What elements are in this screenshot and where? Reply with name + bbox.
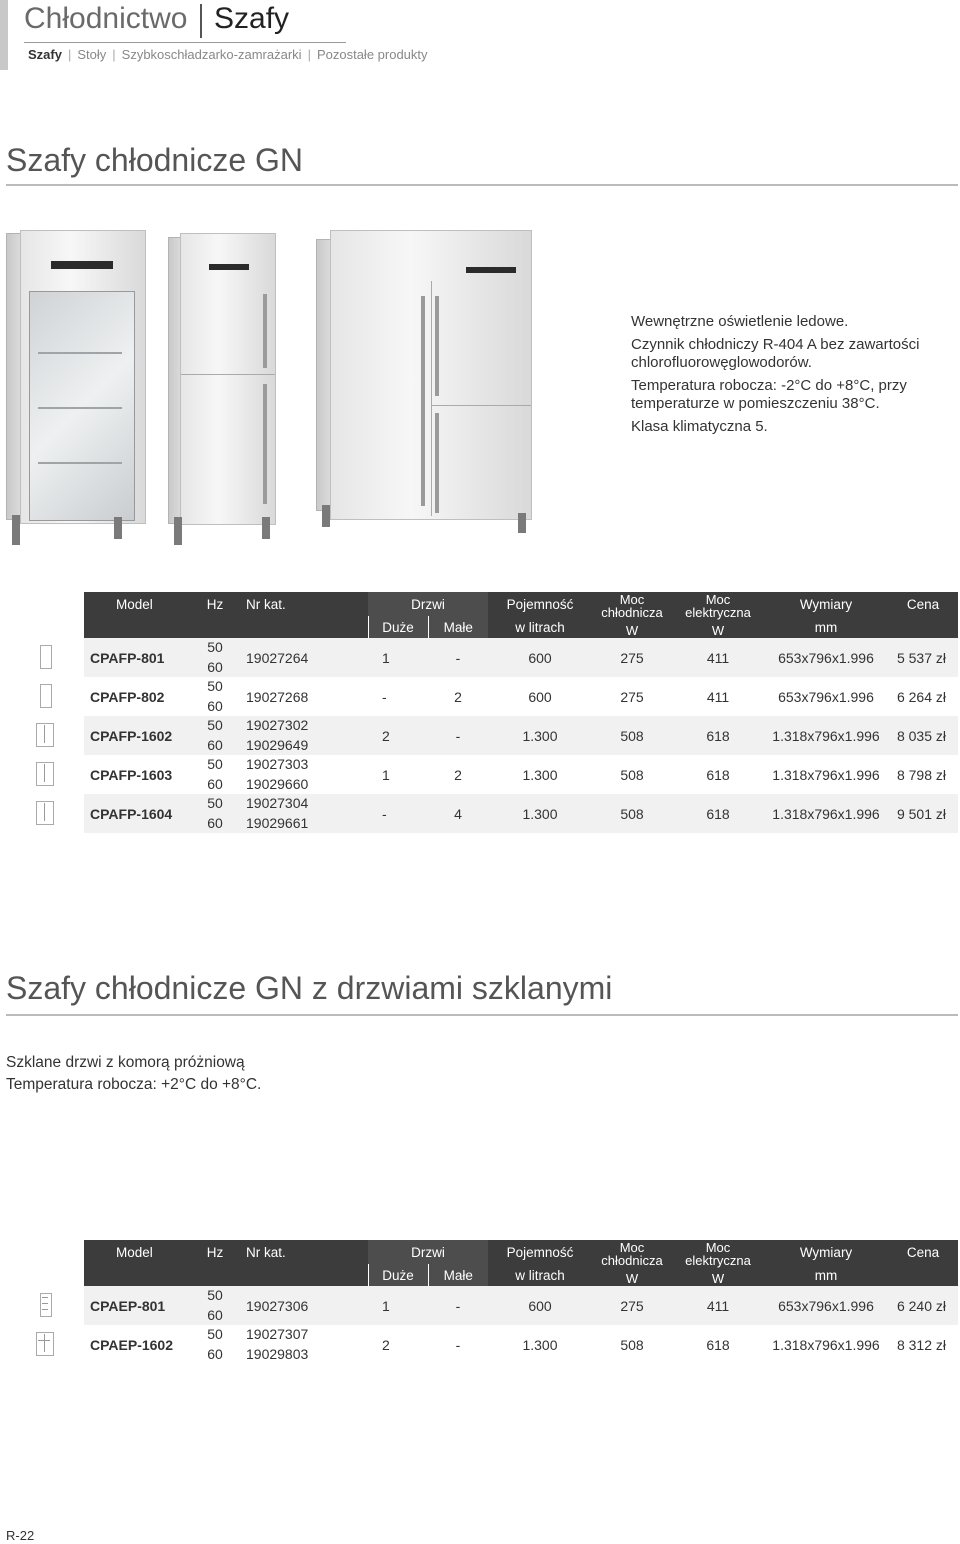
category-title: Chłodnictwo [24, 2, 188, 35]
doors-small: - [455, 1336, 461, 1353]
col-wymiary: Wymiary [764, 1240, 888, 1264]
col-hz: Hz [194, 592, 236, 616]
dimensions: 1.318x796x1.996 [772, 766, 880, 783]
cooling-power: 508 [620, 766, 644, 783]
feature-item: Klasa klimatyczna 5. [631, 418, 768, 435]
table-row [6, 1286, 958, 1325]
cooling-power: 275 [620, 688, 644, 705]
section2-rule [6, 1014, 958, 1016]
col-wymiary-unit: mm [764, 616, 888, 638]
price: 9 501 zł [888, 794, 958, 833]
dimensions: 653x796x1.996 [764, 1286, 888, 1325]
electric-power: 411 [706, 688, 730, 705]
page-number: R-22 [6, 1528, 35, 1543]
spec-table-1 [6, 592, 958, 833]
model-name: CPAFP-1603 [90, 766, 173, 783]
col-pojemnosc-unit: w litrach [488, 616, 592, 638]
col-duze: Duże [368, 1264, 428, 1286]
product-thumbnail [6, 677, 84, 716]
doors-small: 4 [428, 794, 488, 833]
hz-cell: 50 60 [207, 756, 223, 792]
hz-cell: 50 60 [194, 638, 236, 677]
section1-rule [6, 184, 958, 186]
doors-small: 2 [454, 688, 462, 705]
feature-list [631, 313, 951, 441]
dimensions: 653x796x1.996 [764, 638, 888, 677]
dimensions: 653x796x1.996 [778, 688, 874, 705]
section1-heading: Szafy chłodnicze GN [6, 142, 304, 178]
price: 8 312 zł [896, 1336, 946, 1353]
nav-item-szafy[interactable]: Szafy [28, 47, 62, 62]
catalog-number: 19027268 [246, 688, 309, 705]
catalog-number: 19027304 19029661 [236, 794, 368, 833]
doors-large: 1 [382, 766, 390, 783]
glass-door [29, 291, 135, 521]
nav-separator: | [112, 47, 116, 62]
col-cena: Cena [888, 1240, 958, 1264]
fridge-two-door-image [180, 233, 276, 525]
model-name: CPAEP-1602 [90, 1336, 174, 1353]
nav-separator: | [307, 47, 311, 62]
doors-small: - [428, 716, 488, 755]
col-drzwi: Drzwi [368, 592, 488, 616]
model-name: CPAFP-802 [90, 688, 165, 705]
model-name: CPAFP-1604 [84, 794, 194, 833]
col-pojemnosc: Pojemność [488, 592, 592, 616]
section-title: Szafy [214, 2, 290, 35]
col-male: Małe [428, 616, 488, 638]
col-moc-elektryczna: Moc elektryczna W [672, 592, 764, 638]
model-name: CPAEP-801 [84, 1286, 194, 1325]
capacity: 600 [528, 688, 552, 705]
doors-large: - [382, 688, 387, 705]
nav-item-stoly[interactable]: Stoły [77, 47, 107, 62]
col-nr: Nr kat. [236, 592, 368, 616]
table-row [6, 677, 958, 716]
table-row [6, 716, 958, 755]
description-line: Temperatura robocza: +2°C do +8°C. [6, 1076, 262, 1093]
product-photos [0, 225, 560, 555]
cooling-power: 508 [592, 716, 672, 755]
table-row [6, 1325, 958, 1364]
col-wymiary-unit: mm [764, 1264, 888, 1286]
nav-item-szybkoschladzarki[interactable]: Szybkoschładzarko-zamrażarki [121, 47, 302, 62]
dimensions: 1.318x796x1.996 [764, 794, 888, 833]
fridge-glass-door-image [20, 230, 146, 524]
col-wymiary: Wymiary [764, 592, 888, 616]
fridge-four-door-image [330, 230, 532, 520]
feature-item: Wewnętrzne oświetlenie ledowe. [631, 313, 849, 330]
cooling-power: 275 [592, 1286, 672, 1325]
control-panel [51, 261, 113, 269]
section2-description [6, 1052, 261, 1096]
table-row [6, 638, 958, 677]
dimensions: 1.318x796x1.996 [764, 716, 888, 755]
nav-item-pozostale[interactable]: Pozostałe produkty [316, 47, 428, 62]
electric-power: 618 [706, 1336, 730, 1353]
doors-large: - [368, 794, 428, 833]
capacity: 1.300 [488, 794, 592, 833]
doors-small: - [428, 1286, 488, 1325]
cooling-power: 275 [592, 638, 672, 677]
header-accent-bar [0, 0, 8, 70]
title-divider [200, 4, 202, 38]
price: 8 035 zł [888, 716, 958, 755]
hz-cell: 50 60 [194, 1286, 236, 1325]
col-moc-chlodnicza: Moc chłodnicza W [592, 1240, 672, 1286]
col-nr: Nr kat. [236, 1240, 368, 1264]
table-row [6, 755, 958, 794]
col-hz: Hz [194, 1240, 236, 1264]
col-model: Model [84, 592, 194, 616]
catalog-number: 19027303 19029660 [246, 756, 309, 792]
title-underline [24, 42, 346, 43]
col-drzwi: Drzwi [368, 1240, 488, 1264]
col-cena: Cena [888, 592, 958, 616]
doors-large: 1 [368, 1286, 428, 1325]
capacity: 1.300 [488, 716, 592, 755]
doors-large: 2 [382, 1336, 390, 1353]
catalog-number: 19027306 [236, 1286, 368, 1325]
electric-power: 618 [672, 716, 764, 755]
capacity: 600 [488, 638, 592, 677]
col-pojemnosc: Pojemność [488, 1240, 592, 1264]
hz-cell: 50 60 [207, 1326, 223, 1362]
spec-table-2 [6, 1240, 958, 1364]
electric-power: 411 [672, 638, 764, 677]
doors-large: 2 [368, 716, 428, 755]
capacity: 1.300 [522, 766, 558, 783]
doors-large: 1 [368, 638, 428, 677]
nav-separator: | [67, 47, 72, 62]
catalog-number: 19027264 [236, 638, 368, 677]
hz-cell: 50 60 [207, 678, 223, 714]
description-line: Szklane drzwi z komorą próżniową [6, 1054, 245, 1071]
price: 8 798 zł [896, 766, 946, 783]
model-name: CPAFP-1602 [84, 716, 194, 755]
doors-small: - [428, 638, 488, 677]
col-duze: Duże [368, 616, 428, 638]
product-thumbnail [6, 1325, 84, 1364]
product-thumbnail [6, 794, 84, 833]
price: 6 264 zł [896, 688, 946, 705]
col-male: Małe [428, 1264, 488, 1286]
electric-power: 411 [672, 1286, 764, 1325]
electric-power: 618 [672, 794, 764, 833]
model-name: CPAFP-801 [84, 638, 194, 677]
table-row [6, 794, 958, 833]
feature-item: Temperatura robocza: -2°C do +8°C, przy temperaturze w pomieszczeniu 38°C. [631, 377, 907, 412]
product-thumbnail [6, 1286, 84, 1325]
doors-small: 2 [454, 766, 462, 783]
col-moc-elektryczna: Moc elektryczna W [672, 1240, 764, 1286]
col-model: Model [84, 1240, 194, 1264]
cooling-power: 508 [592, 794, 672, 833]
dimensions: 1.318x796x1.996 [772, 1336, 880, 1353]
electric-power: 618 [706, 766, 730, 783]
col-pojemnosc-unit: w litrach [488, 1264, 592, 1286]
hz-cell: 50 60 [194, 716, 236, 755]
hz-cell: 50 60 [194, 794, 236, 833]
catalog-number: 19027307 19029803 [246, 1326, 309, 1362]
section-nav [28, 47, 428, 62]
product-thumbnail [6, 755, 84, 794]
price: 6 240 zł [888, 1286, 958, 1325]
capacity: 600 [488, 1286, 592, 1325]
product-thumbnail [6, 716, 84, 755]
feature-item: Czynnik chłodniczy R-404 A bez zawartości chlorofluorowęglowodorów. [631, 336, 920, 371]
section2-heading: Szafy chłodnicze GN z drzwiami szklanymi [6, 970, 613, 1006]
catalog-number: 19027302 19029649 [236, 716, 368, 755]
col-moc-chlodnicza: Moc chłodnicza W [592, 592, 672, 638]
price: 5 537 zł [888, 638, 958, 677]
product-thumbnail [6, 638, 84, 677]
cooling-power: 508 [620, 1336, 644, 1353]
capacity: 1.300 [522, 1336, 558, 1353]
